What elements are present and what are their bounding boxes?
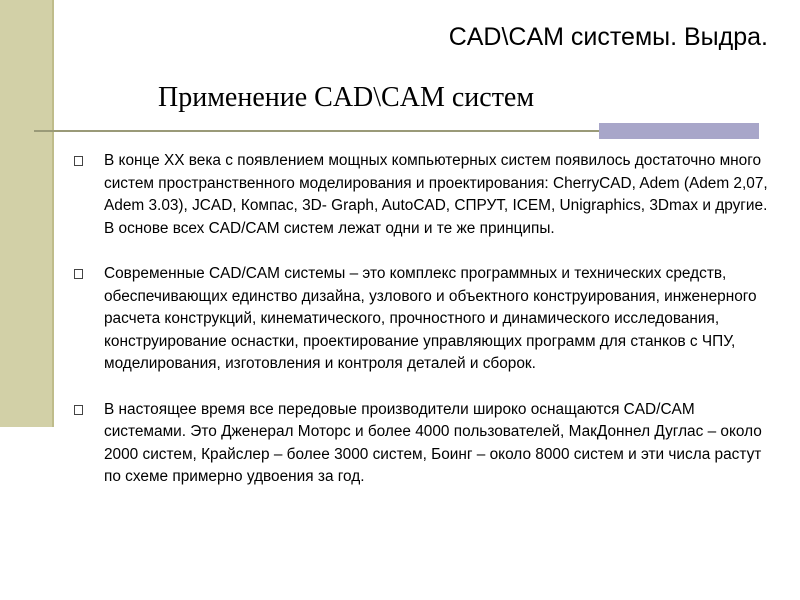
bullet-list bbox=[74, 150, 774, 512]
bullet-item bbox=[74, 399, 774, 489]
decorative-side-bar bbox=[0, 0, 54, 427]
title-underline bbox=[34, 130, 604, 132]
bullet-item bbox=[74, 263, 774, 376]
square-bullet-icon bbox=[74, 156, 83, 166]
square-bullet-icon bbox=[74, 269, 83, 279]
bullet-text: В настоящее время все передовые производители широко оснащаются CAD/CAM системами. Это Дженерал Моторс и более 4000 пользователей, МакДоннел Дуглас – около 2000 систем, Крайслер – более 3000 систем, Боинг – около 8000 систем и эти числа растут по схеме примерно удвоения за год. bbox=[104, 400, 762, 485]
bullet-text: В конце ХХ века с появлением мощных компьютерных систем появилось достаточно много систем пространственного моделирования и проектирования: CherryCAD, Adem (Adem 2,07, Adem 3.03), JCAD, Компас, 3D- Graph, AutoCAD, СПРУТ, ICEM, Unigraphics, 3Dmax и другие. В основе всех CAD/CAM систем лежат одни и те же принципы. bbox=[104, 152, 768, 237]
bullet-text: Современные CAD/CAM системы – это комплекс программных и технических средств, обеспечивающих единство дизайна, узлового и объектного конструирования, инженерного расчета конструкций, кинематического, прочностного и динамического исследования, конструирование оснастки, проектирование управляющих программ для станков с ЧПУ, моделирования, изготовления и контроля деталей и сборок. bbox=[104, 265, 757, 372]
square-bullet-icon bbox=[74, 405, 83, 415]
header-title: CAD\CAM системы. Выдра. bbox=[448, 23, 768, 51]
bullet-item bbox=[74, 150, 774, 240]
title-underline-accent bbox=[599, 123, 759, 139]
slide-title: Применение CAD\CAM систем bbox=[158, 82, 535, 113]
